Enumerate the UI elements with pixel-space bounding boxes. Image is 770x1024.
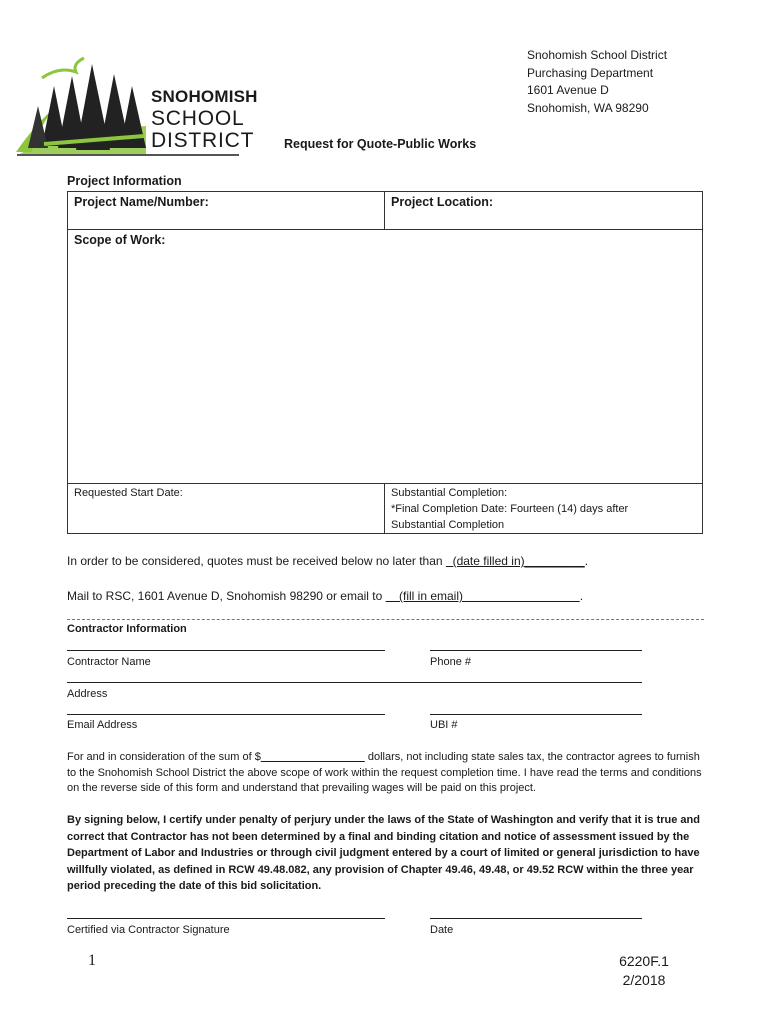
date-label: Date: [430, 924, 454, 936]
phone-line[interactable]: [430, 650, 642, 651]
district-logo: [14, 56, 258, 160]
completion-line: Substantial Completion:: [391, 487, 508, 499]
phone-label: Phone #: [430, 656, 471, 668]
email-fill-text: (fill in email): [398, 589, 463, 603]
consideration-text-rest: dollars, not including state sales tax, the contractor agrees to furnish to the Snohomish School District the above scope of work within the request completion time. I have read the terms and conditions on the reverse side of this form and understand that prevailing wages will be paid on this project.: [67, 751, 702, 794]
logo-line-1: SNOHOMISH: [151, 87, 258, 106]
project-name-label: Project Name/Number:: [74, 195, 209, 209]
project-location-cell[interactable]: [385, 192, 703, 230]
contractor-info-heading: Contractor Information: [67, 623, 187, 635]
logo-line-3: DISTRICT: [151, 129, 255, 152]
signature-label: Certified via Contractor Signature: [67, 924, 230, 936]
email-address-label: Email Address: [67, 719, 138, 731]
scope-of-work-cell[interactable]: [68, 230, 703, 484]
date-line[interactable]: [430, 918, 642, 919]
completion-cell[interactable]: [385, 484, 703, 534]
scope-of-work-label: Scope of Work:: [74, 233, 166, 247]
form-date: 2/2018: [622, 972, 666, 988]
address-line: 1601 Avenue D: [527, 83, 609, 97]
sum-fill[interactable]: [261, 751, 365, 763]
address-label: Address: [67, 688, 108, 700]
address-line: Snohomish, WA 98290: [527, 100, 649, 115]
district-address: [527, 47, 667, 117]
address-line: Snohomish School District: [527, 48, 668, 62]
deadline-fill[interactable]: (date filled in)_________: [452, 554, 585, 568]
deadline-line: In order to be considered, quotes must be received below no later than (date filled in)_________.: [67, 554, 589, 568]
mail-text: Mail to RSC, 1601 Avenue D, Snohomish 98290 or email to: [67, 589, 383, 603]
project-name-cell[interactable]: [68, 192, 385, 230]
start-date-label: Requested Start Date:: [74, 487, 183, 499]
project-info-heading: Project Information: [67, 174, 182, 188]
completion-line: Substantial Completion: [391, 519, 505, 531]
form-title: Request for Quote-Public Works: [284, 137, 477, 151]
project-location-label: Project Location:: [391, 195, 494, 209]
tree-logo-icon: [14, 56, 154, 156]
form-number: 6220F.1: [619, 953, 669, 969]
deadline-text: In order to be considered, quotes must be received below no later than: [67, 554, 443, 568]
certification-paragraph: By signing below, I certify under penalty of perjury under the laws of the State of Washington and verify that it is true and correct that Contractor has not been determined by a final and binding citation and notice of assessment issued by the Department of Labor and Industries or through civil judgment entered by a court of limited or general jurisdiction to have willfully violated, as defined in RCW 49.48.082, any provision of Chapter 49.46, 49.48, or 49.52 RCW within the three year period preceding the date of this bid solicitation.: [67, 814, 700, 892]
logo-underline: [17, 154, 239, 156]
signature-line[interactable]: [67, 918, 385, 919]
form-id: [604, 952, 684, 990]
page-number: 1: [88, 952, 96, 969]
email-fill[interactable]: [386, 589, 580, 603]
email-address-line[interactable]: [67, 714, 385, 715]
mail-line: Mail to RSC, 1601 Avenue D, Snohomish 98290 or email to (fill in email) .: [67, 589, 584, 603]
completion-line: *Final Completion Date: Fourteen (14) days after: [391, 503, 629, 515]
address-line: Purchasing Department: [527, 65, 654, 80]
logo-wordmark: [151, 86, 258, 152]
ubi-line[interactable]: [430, 714, 642, 715]
deadline-fill-text: (date filled in): [452, 554, 525, 568]
consideration-text-start: For and in consideration of the sum of $: [67, 751, 261, 763]
section-divider: [67, 619, 704, 620]
ubi-label: UBI #: [430, 719, 458, 731]
logo-line-2: SCHOOL: [151, 107, 245, 130]
contractor-name-line[interactable]: [67, 650, 385, 651]
project-table: [67, 191, 703, 534]
address-line-field[interactable]: [67, 682, 642, 683]
start-date-cell[interactable]: [68, 484, 385, 534]
contractor-name-label: Contractor Name: [67, 656, 151, 668]
consideration-paragraph: [67, 750, 707, 797]
